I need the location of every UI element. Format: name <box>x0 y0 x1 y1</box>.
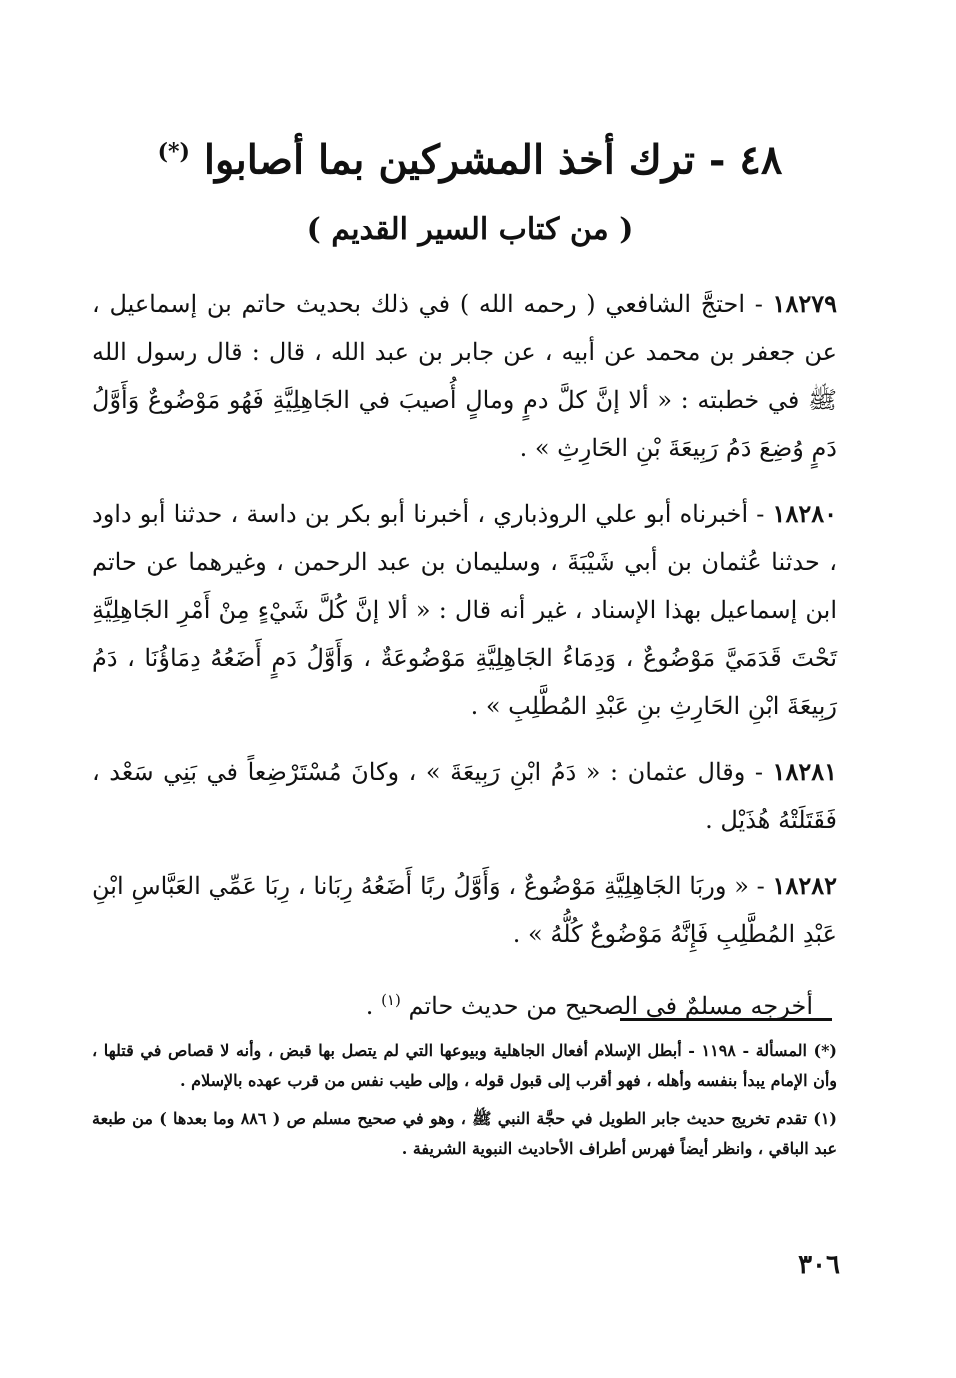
takhrij-text: أخرجه مسلمٌ في الصحيح من حديث حاتم <box>408 992 813 1020</box>
main-text <box>92 280 837 1048</box>
hadith-number: ١٨٢٨١ <box>772 757 837 786</box>
takhrij-end: . <box>365 992 382 1020</box>
page-number: ٣٠٦ <box>798 1250 840 1280</box>
hadith-paragraph-18281 <box>92 748 837 844</box>
footnote-1: (١) تقدم تخريج حديث جابر الطويل في حجَّة النبي ﷺ ، وهو في صحيح مسلم ص ( ٨٨٦ وما بعدها ) من طبعة عبد الباقي ، وانظر أيضاً فهرس أطراف الأحاديث النبوية الشريفة . <box>92 1109 837 1158</box>
hadith-number: ١٨٢٨٢ <box>772 871 837 900</box>
hadith-number: ١٨٢٧٩ <box>772 289 837 318</box>
chapter-subtitle: ( من كتاب السير القديم ) <box>306 212 634 247</box>
footnote-reference: (١) <box>381 991 401 1009</box>
hadith-paragraph-18282 <box>92 862 837 958</box>
hadith-paragraph-18280 <box>92 490 837 730</box>
footnotes <box>92 1036 837 1172</box>
chapter-title-text: ٤٨ - ترك أخذ المشركين بما أصابوا <box>203 136 783 184</box>
hadith-text: - احتجَّ الشافعي ( رحمه الله ) في ذلك بحديث حاتم بن إسماعيل ، عن جعفر بن محمد عن أبيه ، عن جابر بن عبد الله ، قال : قال رسول الله ﷺ في خطبته : « ألا إنَّ كلَّ دمٍ ومالٍ أُصيبَ في الجَاهِلِيَّةِ فَهُو مَوْضُوعٌ وَأَوَّلُ دَمٍ وُضِعَ دَمُ رَبِيعَةَ بْنِ الحَارِثِ » . <box>92 290 837 462</box>
hadith-number: ١٨٢٨٠ <box>772 499 837 528</box>
footnote-star: (*) المسألة - ١١٩٨ - أبطل الإسلام أفعال الجاهلية وبيوعها التي لم يتصل بها قبض ، وأنه لا قصاص في قتلها ، وأن الإمام يبدأ بنفسه وأهله ، فهو أقرب إلى قبول قوله ، وإلى طيب نفس من قرب عهده بالإسلام . <box>92 1041 838 1090</box>
chapter-title <box>150 122 790 190</box>
hadith-text: - « وربَا الجَاهِلِيَّةِ مَوْضُوعٌ ، وَأَوَّلُ ربًا أَضَعُهُ رِبَانا ، رِبَا عَمِّي العَبَّاسِ ابْنِ عَبْدِ المُطَّلِبِ فَإِنَّهُ مَوْضُوعٌ كُلُّهُ » . <box>92 872 837 948</box>
hadith-text: - وقال عثمان : « دَمُ ابْنِ رَبِيعَةَ » ، وكانَ مُسْتَرْضِعاً في بَنِي سَعْد ، فَقَتَلَتْهُ هُذَيْل . <box>92 758 837 834</box>
hadith-text: - أخبرناه أبو علي الروذباري ، أخبرنا أبو بكر بن داسة ، حدثنا أبو داود ، حدثنا عُثمان بن أبي شَيْبَةَ ، وسليمان بن عبد الرحمن ، وغيرهما عن حاتم ابن إسماعيل بهذا الإسناد ، غير أنه قال : « ألا إنَّ كُلَّ شَيْءٍ مِنْ أَمْرِ الجَاهِلِيَّةِ تَحْتَ قَدَمَيَّ مَوْضُوعٌ ، وَدِمَاءُ الجَاهِلِيَّةِ مَوْضُوعَةٌ ، وَأَوَّلُ دَمٍ أَضَعُهُ دِمَاؤُنَا ، دَمُ رَبِيعَةَ ابْنِ الحَارِثِ بنِ عَبْدِ المُطَّلِبِ » . <box>92 500 837 720</box>
takhrij-note <box>92 976 837 1030</box>
chapter-title-footnote-mark: (*) <box>157 139 190 165</box>
footnote-divider <box>620 1018 832 1021</box>
hadith-paragraph-18279 <box>92 280 837 472</box>
